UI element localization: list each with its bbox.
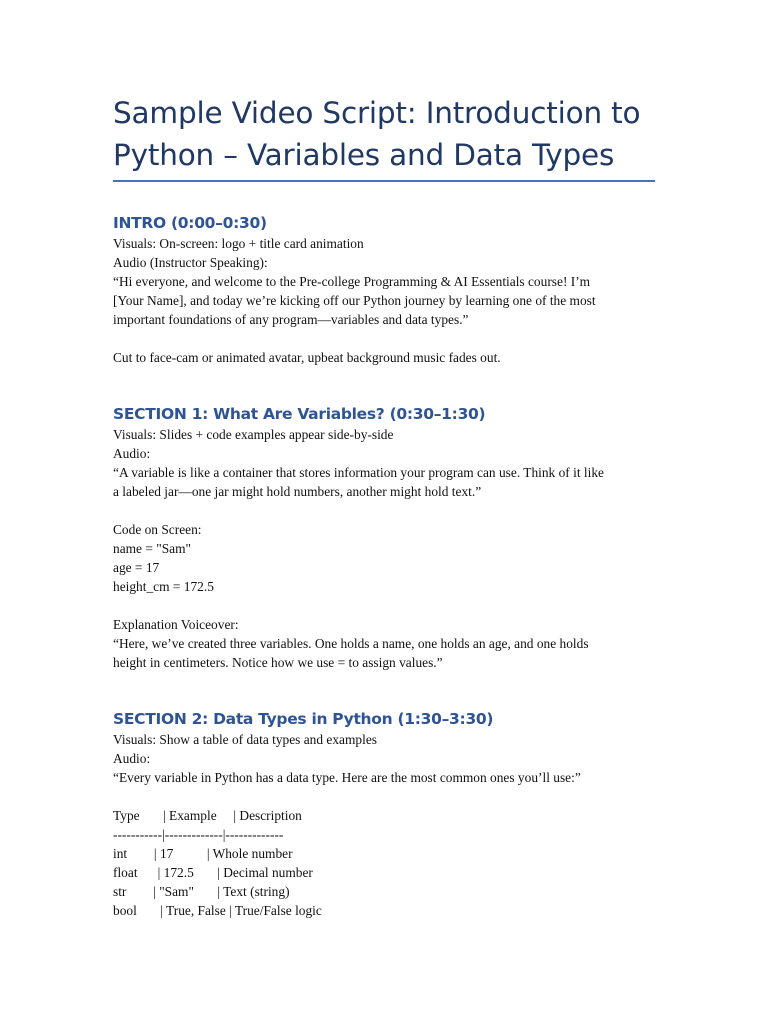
section1-explanation-line-1: “Here, we’ve created three variables. One holds a name, one holds an age, and one holds bbox=[113, 636, 589, 651]
document-title bbox=[113, 92, 673, 176]
code-line: height_cm = 172.5 bbox=[113, 579, 214, 594]
paragraph-gap bbox=[113, 501, 673, 520]
table-line: -----------|-------------|------------- bbox=[113, 827, 284, 842]
section1-explanation-label: Explanation Voiceover: bbox=[113, 617, 239, 632]
table-line: int | 17 | Whole number bbox=[113, 846, 293, 861]
intro-section bbox=[113, 212, 673, 367]
title-underline bbox=[113, 180, 655, 182]
code-line: name = "Sam" bbox=[113, 541, 191, 556]
section1-audio-label: Audio: bbox=[113, 446, 151, 461]
intro-heading: INTRO (0:00–0:30) bbox=[113, 214, 267, 232]
table-line: bool | True, False | True/False logic bbox=[113, 903, 322, 918]
paragraph-gap bbox=[113, 787, 673, 806]
paragraph-gap bbox=[113, 596, 673, 615]
section2-heading: SECTION 2: Data Types in Python (1:30–3:30) bbox=[113, 710, 494, 728]
section2-quote-line-1: “Every variable in Python has a data type. Here are the most common ones you’ll use:” bbox=[113, 770, 581, 785]
intro-quote-line-1: “Hi everyone, and welcome to the Pre-college Programming & AI Essentials course! I’m bbox=[113, 274, 591, 289]
section1-quote-line-2: a labeled jar—one jar might hold numbers, another might hold text.” bbox=[113, 484, 482, 499]
section1-code-label: Code on Screen: bbox=[113, 522, 202, 537]
paragraph-gap bbox=[113, 329, 673, 348]
intro-audio-label: Audio (Instructor Speaking): bbox=[113, 255, 268, 270]
table-line: float | 172.5 | Decimal number bbox=[113, 865, 313, 880]
section2-audio-label: Audio: bbox=[113, 751, 151, 766]
table-line: str | "Sam" | Text (string) bbox=[113, 884, 290, 899]
intro-quote-line-3: important foundations of any program—variables and data types.” bbox=[113, 312, 469, 327]
section2-visuals: Visuals: Show a table of data types and examples bbox=[113, 732, 377, 747]
section1-visuals: Visuals: Slides + code examples appear side-by-side bbox=[113, 427, 394, 442]
section1-explanation-line-2: height in centimeters. Notice how we use = to assign values.” bbox=[113, 655, 443, 670]
code-line: age = 17 bbox=[113, 560, 160, 575]
section1-quote-line-1: “A variable is like a container that stores information your program can use. Think of it like bbox=[113, 465, 604, 480]
table-line: Type | Example | Description bbox=[113, 808, 302, 823]
section1 bbox=[113, 403, 673, 672]
title-line-1: Sample Video Script: Introduction to bbox=[113, 96, 641, 130]
intro-quote-line-2: [Your Name], and today we’re kicking off our Python journey by learning one of the most bbox=[113, 293, 596, 308]
section2 bbox=[113, 708, 673, 920]
section1-heading: SECTION 1: What Are Variables? (0:30–1:30) bbox=[113, 405, 486, 423]
title-line-2: Python – Variables and Data Types bbox=[113, 138, 615, 172]
intro-visuals: Visuals: On-screen: logo + title card animation bbox=[113, 236, 364, 251]
intro-cut-note: Cut to face-cam or animated avatar, upbeat background music fades out. bbox=[113, 350, 501, 365]
